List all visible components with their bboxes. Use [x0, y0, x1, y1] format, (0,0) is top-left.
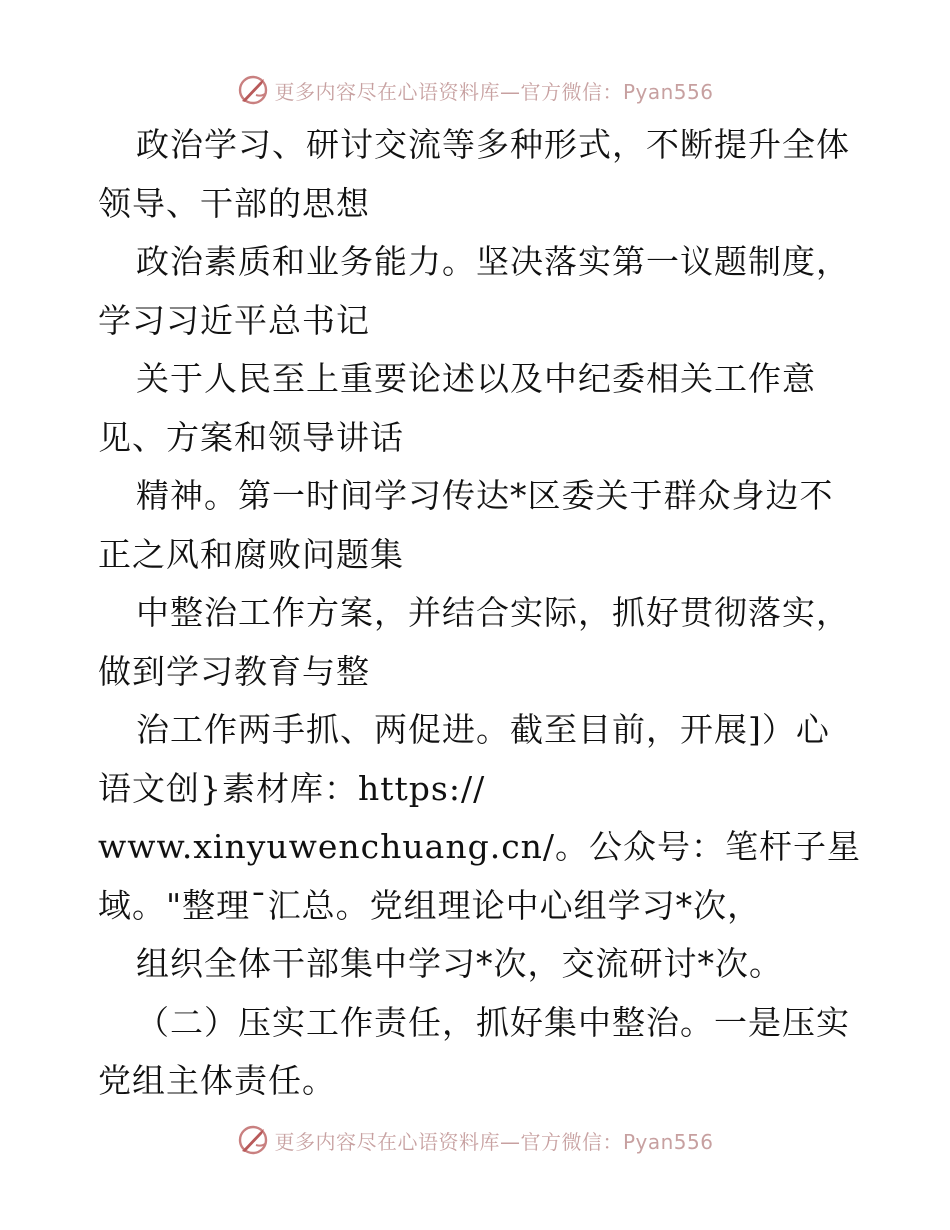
text-line: 正之风和腐败问题集	[98, 534, 404, 574]
text-line: 领导、干部的思想	[98, 183, 370, 223]
text-line: 语文创}素材库：https://	[98, 768, 486, 808]
text-line: （二）压实工作责任，抓好集中整治。一是压实	[136, 1002, 850, 1042]
text-line: 政治学习、研讨交流等多种形式，不断提升全体	[136, 125, 850, 164]
text-line: 学习习近平总书记	[98, 300, 370, 340]
watermark-text: 更多内容尽在心语资料库—官方微信：Pyan556	[274, 1129, 714, 1154]
document-body	[98, 116, 878, 1111]
quill-pen-circle-icon	[236, 73, 270, 107]
text-line: 精神。第一时间学习传达*区委关于群众身边不	[136, 476, 834, 515]
text-line: www.xinyuwenchuang.cn/。公众号：笔杆子星	[98, 827, 862, 866]
text-line: 治工作两手抓、两促进。截至目前，开展]）心	[136, 710, 830, 749]
text-line: 党组主体责任。	[98, 1061, 336, 1100]
text-line: 组织全体干部集中学习*次，交流研讨*次。	[136, 944, 783, 983]
watermark-text: 更多内容尽在心语资料库—官方微信：Pyan556	[274, 79, 714, 104]
quill-pen-circle-icon	[236, 1123, 270, 1157]
text-line: 做到学习教育与整	[98, 651, 370, 691]
watermark-footer	[0, 1120, 950, 1160]
text-line: 中整治工作方案，并结合实际，抓好贯彻落实，	[136, 593, 850, 632]
text-line: 域。"整理¯汇总。党组理论中心组学习*次，	[98, 885, 762, 925]
text-line: 关于人民至上重要论述以及中纪委相关工作意	[136, 359, 816, 398]
text-line: 政治素质和业务能力。坚决落实第一议题制度，	[136, 242, 850, 281]
text-line: 见、方案和领导讲话	[98, 417, 404, 457]
watermark-header	[0, 70, 950, 110]
